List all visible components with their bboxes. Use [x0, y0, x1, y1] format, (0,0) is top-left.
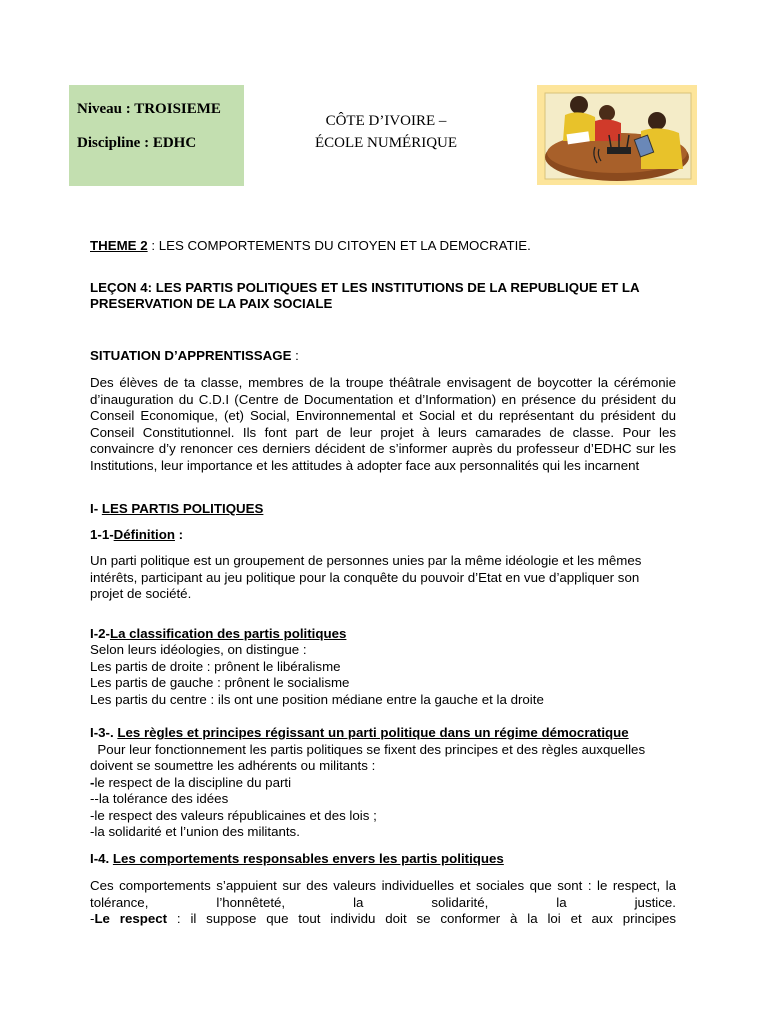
country-title: CÔTE D’IVOIRE – — [325, 113, 447, 129]
lesson-title-line-2: PRESERVATION DE LA PAIX SOCIALE — [90, 296, 333, 311]
rules-item: -la solidarité et l’union des militants. — [90, 824, 300, 839]
rules-item: --la tolérance des idées — [90, 791, 229, 806]
theme-text: : LES COMPORTEMENTS DU CITOYEN ET LA DEMOCRATIE. — [147, 238, 531, 253]
situation-heading: SITUATION D’APPRENTISSAGE : — [90, 348, 299, 363]
info-box — [69, 85, 244, 186]
discipline-label: Discipline : EDHC — [77, 135, 197, 151]
situation-text: Des élèves de ta classe, membres de la troupe théâtrale envisagent de boycotter la cérémonie d’inauguration du C.D.I (Centre de Documentation et d’Information) en présence du président du Conseil Economique, (et) Social, Environnemental et Social et du représentant du président du Conseil Constitutionnel. Ils font part de leur projet à leurs camarades de classe. Pour les convaincre d’y renoncer ces derniers décident de s’informer auprès du professeur d’EDHC sur les Institutions, leur importance et les attitudes à adopter face aux personnalités qui les incarnent — [90, 375, 676, 473]
school-title: ÉCOLE NUMÉRIQUE — [314, 135, 458, 151]
niveau-label: Niveau : TROISIEME — [77, 101, 221, 117]
respect-line: -Le respect : il suppose que tout individu doit se conformer à la loi et aux principes — [90, 911, 676, 926]
rules-item: -le respect des valeurs républicaines et des lois ; — [90, 808, 377, 823]
classification-line: Selon leurs idéologies, on distingue : — [90, 642, 307, 657]
rules-intro-line-2: doivent se soumettre les adhérents ou militants : — [90, 758, 376, 773]
definition-heading: 1-1-Définition : — [90, 527, 184, 542]
rules-item: -le respect de la discipline du parti — [90, 775, 292, 790]
behaviours-text: Ces comportements s’appuient sur des valeurs individuelles et sociales que sont : le respect, la tolérance, l’honnêteté, la solidarité, la justice. — [90, 878, 676, 910]
section-1-heading: I- LES PARTIS POLITIQUES — [90, 501, 264, 516]
classification-heading: I-2-La classification des partis politiques — [90, 626, 347, 641]
classification-line: Les partis de gauche : prônent le socialisme — [90, 675, 350, 690]
lesson-title-line-1: LEÇON 4: LES PARTIS POLITIQUES ET LES INSTITUTIONS DE LA REPUBLIQUE ET LA — [90, 280, 640, 295]
classification-line: Les partis du centre : ils ont une position médiane entre la gauche et la droite — [90, 692, 544, 707]
theme-label: THEME 2 — [90, 238, 148, 253]
rules-heading: I-3-. Les règles et principes régissant un parti politique dans un régime démocratique — [90, 725, 629, 740]
behaviours-heading: I-4. Les comportements responsables envers les partis politiques — [90, 851, 504, 866]
classification-line: Les partis de droite : prônent le libéralisme — [90, 659, 341, 674]
definition-text: Un parti politique est un groupement de personnes unies par la même idéologie et les mêmes intérêts, participant au jeu politique pour la conquête du pouvoir d’Etat en vue d’appliquer son projet de société. — [90, 553, 642, 601]
theme-line — [90, 238, 531, 254]
students-illustration — [537, 85, 697, 185]
rules-intro-line-1: Pour leur fonctionnement les partis politiques se fixent des principes et des règles auxquelles — [90, 742, 646, 757]
